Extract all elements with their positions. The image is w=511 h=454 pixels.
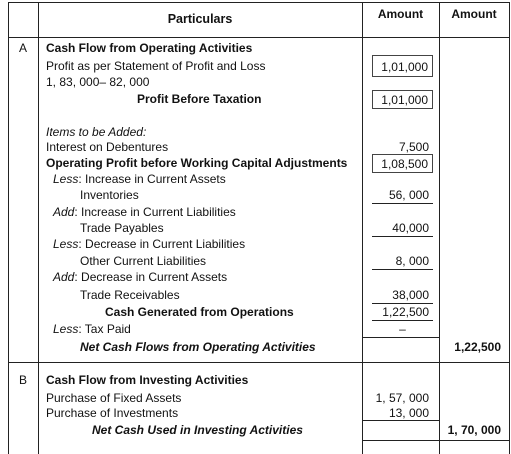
- add-prefix: Add: [53, 205, 75, 219]
- line-cash-generated-from-operations: Cash Generated from Operations: [105, 305, 294, 319]
- line-items-to-be-added: Items to be Added:: [46, 125, 147, 139]
- header-amount-1: Amount: [377, 7, 424, 21]
- rule-bottom-amount: [362, 440, 510, 441]
- line-other-current-liabilities: Other Current Liabilities: [80, 254, 207, 268]
- line-purchase-investments: Purchase of Investments: [46, 406, 179, 420]
- underline-trade-receivables: [372, 303, 433, 304]
- amount-trade-receivables: 38,000: [392, 288, 429, 302]
- line-add-decrease-current-assets: Add: Decrease in Current Assets: [53, 270, 228, 284]
- amount-operating-profit: 1,08,500: [372, 154, 433, 173]
- line-operating-profit: Operating Profit before Working Capital Adjustments: [46, 156, 348, 170]
- amount-column-divider: [439, 2, 440, 454]
- underline-trade-payables: [372, 236, 433, 237]
- total-net-cash-investing: 1, 70, 000: [447, 423, 501, 437]
- underline-inventories: [372, 203, 433, 204]
- letter-column-divider: [38, 2, 39, 454]
- line-profit-as-per-statement: Profit as per Statement of Profit and Loss: [46, 59, 266, 73]
- line-calculation: 1, 83, 000– 82, 000: [46, 75, 150, 89]
- line-add-increase-current-liabilities: Add: Increase in Current Liabilities: [53, 205, 236, 219]
- line-trade-payables: Trade Payables: [80, 221, 164, 235]
- table-right-border: [509, 2, 510, 454]
- line-net-cash-operating: Net Cash Flows from Operating Activities: [80, 340, 316, 354]
- rule-before-net-operating: [362, 337, 439, 338]
- line-inventories: Inventories: [80, 188, 139, 202]
- amount-profit-as-per-statement: 1,01,000: [372, 55, 433, 77]
- underline-other-current-liabilities: [372, 269, 433, 270]
- line-trade-receivables: Trade Receivables: [80, 288, 180, 302]
- amount-interest-on-debentures: 7,500: [398, 140, 429, 154]
- particulars-column-divider: [362, 2, 363, 454]
- line-less-decrease-current-liabilities: Less: Decrease in Current Liabilities: [53, 237, 246, 251]
- less-prefix: Less: [53, 322, 79, 336]
- line-profit-before-taxation: Profit Before Taxation: [137, 92, 262, 106]
- header-particulars: Particulars: [167, 12, 233, 26]
- header-bottom-border: [8, 37, 510, 38]
- amount-purchase-fixed-assets: 1, 57, 000: [375, 391, 429, 405]
- line-less-tax-paid: Less: Tax Paid: [53, 322, 131, 336]
- line-net-cash-investing: Net Cash Used in Investing Activities: [92, 423, 303, 437]
- header-amount-2: Amount: [451, 7, 497, 21]
- amount-inventories: 56, 000: [388, 188, 429, 202]
- total-net-cash-operating: 1,22,500: [454, 340, 501, 354]
- less-prefix: Less: [53, 172, 79, 186]
- line-less-increase-current-assets: Less: Increase in Current Assets: [53, 172, 226, 186]
- section-a-title: Cash Flow from Operating Activities: [46, 41, 253, 55]
- underline-cash-generated: [372, 320, 433, 321]
- line-purchase-fixed-assets: Purchase of Fixed Assets: [46, 391, 182, 405]
- table-top-border: [8, 2, 510, 3]
- section-a-letter: A: [18, 41, 27, 55]
- amount-profit-before-taxation: 1,01,000: [372, 90, 433, 109]
- amount-cash-generated: 1,22,500: [382, 305, 429, 319]
- underline-investments: [362, 420, 439, 421]
- less-prefix: Less: [53, 237, 79, 251]
- amount-tax-paid: –: [399, 322, 406, 336]
- amount-other-current-liabilities: 8, 000: [395, 254, 429, 268]
- amount-trade-payables: 40,000: [392, 221, 429, 235]
- section-divider: [8, 362, 510, 363]
- add-prefix: Add: [53, 270, 75, 284]
- line-interest-on-debentures: Interest on Debentures: [46, 140, 169, 154]
- section-b-letter: B: [18, 373, 27, 387]
- amount-purchase-investments: 13, 000: [388, 406, 429, 420]
- section-b-title: Cash Flow from Investing Activities: [46, 373, 249, 387]
